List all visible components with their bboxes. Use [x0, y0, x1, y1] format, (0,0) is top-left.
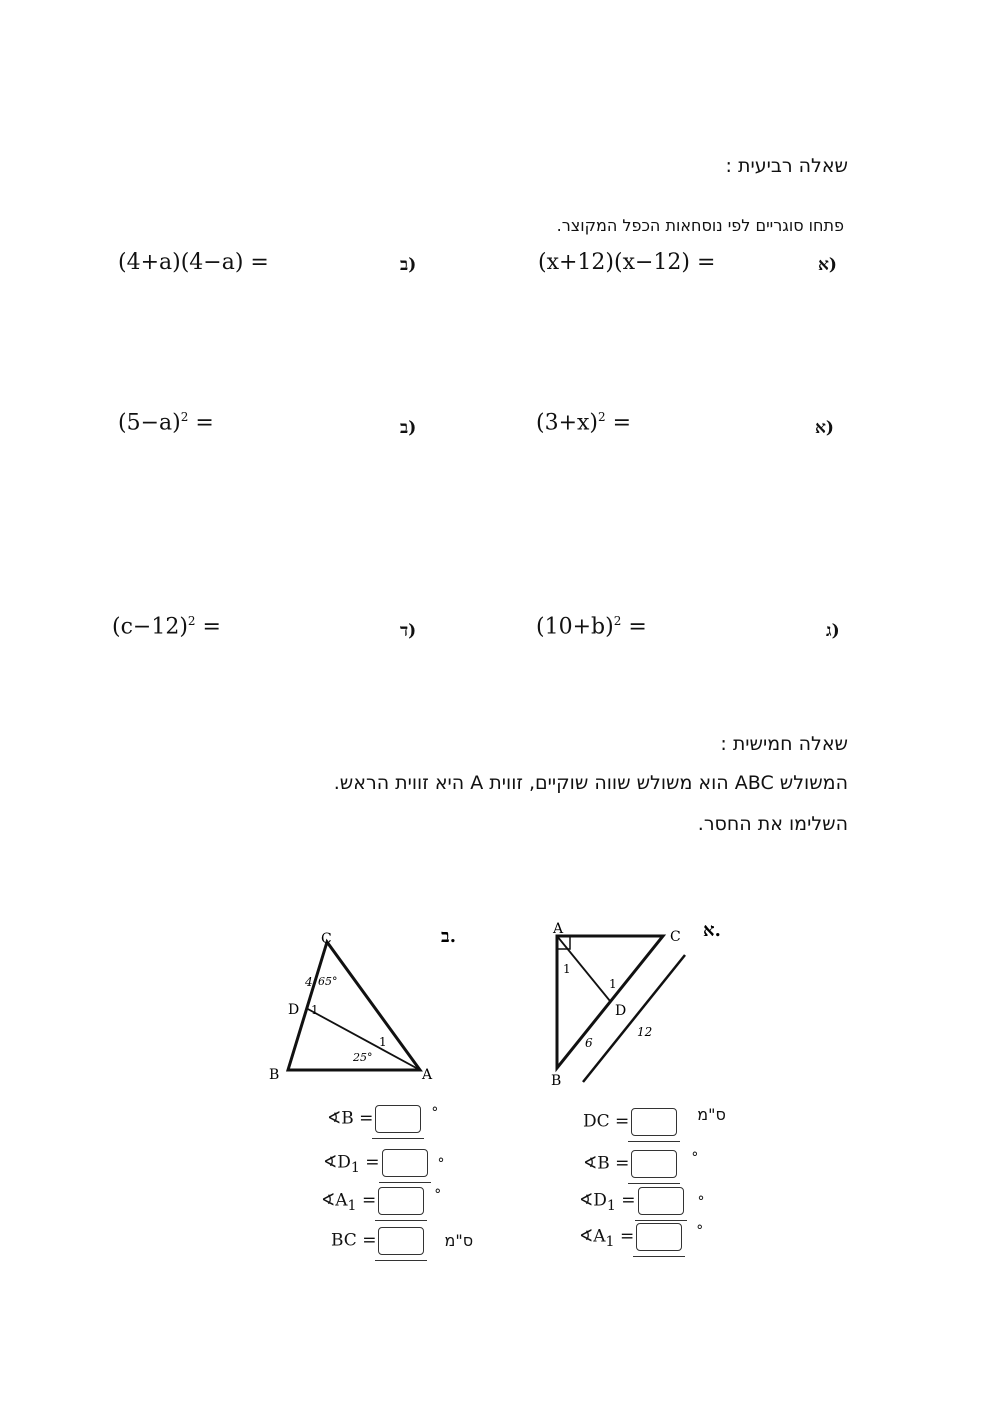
- item-label: (ג: [826, 621, 840, 641]
- math-expression: (x+12)(x−12) =: [538, 250, 716, 275]
- field-b-angle-b: ∢B = °: [327, 1105, 438, 1133]
- item-label: (ב: [400, 255, 417, 275]
- math-expression: $(10+b)^2$ =: [536, 614, 647, 640]
- field-b-angle-a1: $∢A_1 = ^\circ$: [321, 1187, 442, 1215]
- answer-box[interactable]: [382, 1149, 428, 1177]
- vertex-b: B: [269, 1067, 280, 1083]
- vertex-b: B: [551, 1073, 562, 1089]
- part-a-label: א.: [703, 920, 721, 941]
- math-expression: $(c-12)^2$ =: [112, 614, 221, 640]
- field-a-angle-d1: $∢D_1$ = °: [579, 1187, 705, 1215]
- item-label: (א: [815, 418, 834, 438]
- angle-a1-mark: 1: [563, 962, 571, 976]
- answer-box[interactable]: [636, 1223, 682, 1251]
- question-5-title: שאלה חמישית :: [720, 733, 848, 755]
- question-4-instruction: פתחו סוגריים לפי נוסחאות הכפל המקוצר.: [556, 216, 844, 235]
- vertex-a: A: [422, 1067, 433, 1083]
- vertex-d: D: [288, 1002, 300, 1018]
- question-5-line-1: המשולש ABC הוא משולש שווה שוקיים, זווית A היא זווית הראש.: [333, 772, 848, 794]
- angle-d1-mark: 1: [609, 977, 617, 991]
- field-a-angle-a1: $∢A_1 = ^\circ$: [579, 1223, 704, 1251]
- answer-box[interactable]: [638, 1187, 684, 1215]
- vertex-c: C: [670, 929, 681, 945]
- triangles-figure: [245, 905, 755, 1285]
- field-b-bc: BC = ס"מ: [331, 1227, 473, 1255]
- vertex-a: A: [553, 921, 564, 937]
- answer-box[interactable]: [378, 1187, 424, 1215]
- field-a-angle-b: ∢B = °: [583, 1150, 698, 1178]
- answer-box[interactable]: [375, 1105, 421, 1133]
- segment-bd-length: 6: [585, 1036, 593, 1050]
- part-b-label: ב.: [441, 926, 456, 947]
- angle-c-value: 65°: [318, 975, 338, 988]
- angle-a1-mark: 1: [379, 1035, 387, 1049]
- angle-d1-mark: 1: [311, 1003, 319, 1017]
- field-b-angle-d1: $∢D_1$ = °: [323, 1149, 445, 1177]
- angle-a-value: 25°: [353, 1051, 373, 1064]
- question-5-line-2: השלימו את החסר.: [697, 813, 848, 835]
- math-expression: $(3+x)^2$ =: [536, 410, 632, 436]
- segment-bc-length: 12: [637, 1025, 653, 1039]
- question-4-title: שאלה רביעית :: [725, 155, 848, 177]
- answer-box[interactable]: [631, 1108, 677, 1136]
- item-label: (ב: [400, 418, 417, 438]
- item-label: (א: [818, 255, 837, 275]
- segment-cd-length: 4: [305, 975, 313, 989]
- answer-box[interactable]: [631, 1150, 677, 1178]
- vertex-d: D: [615, 1003, 627, 1019]
- vertex-c: C: [321, 931, 332, 947]
- field-a-dc: DC = ס"מ: [583, 1105, 726, 1136]
- item-label: (ד: [400, 621, 417, 641]
- answer-box[interactable]: [378, 1227, 424, 1255]
- math-expression: $(5-a)^2$ =: [118, 410, 214, 436]
- math-expression: (4+a)(4−a) =: [118, 250, 269, 275]
